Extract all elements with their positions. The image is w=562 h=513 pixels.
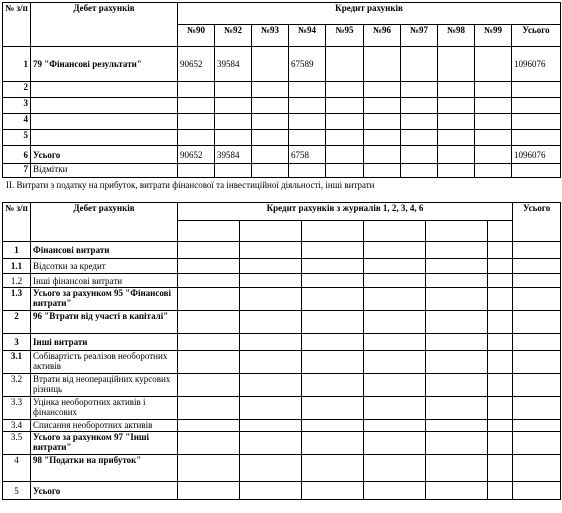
cell: 1096076 <box>512 47 561 82</box>
table-credit-accounts <box>2 2 561 178</box>
table-row <box>3 274 561 288</box>
row-name: Інші фінансові витрати <box>31 274 178 288</box>
row-name: Втрати від неопераційних курсових різниць <box>31 374 178 397</box>
cell <box>401 146 438 164</box>
col-header: Усього <box>512 25 561 47</box>
row-number: 1 <box>3 47 31 82</box>
table-row <box>3 455 561 482</box>
cell <box>475 146 512 164</box>
col-header: №99 <box>475 25 512 47</box>
table-row <box>3 432 561 455</box>
header-number: № з/п <box>3 203 31 242</box>
row-number: 3.4 <box>3 420 31 432</box>
cell: 90652 <box>178 146 215 164</box>
cell: 1096076 <box>512 146 561 164</box>
table-row <box>3 351 561 374</box>
cell: 39584 <box>215 146 252 164</box>
row-number: 3 <box>3 98 31 114</box>
row-name: Уцінка необоротних активів і фінансових <box>31 397 178 420</box>
section-caption: ІІ. Витрати з податку на прибуток, витрати фінансової та інвестиційної діяльності, інші витрати <box>6 180 375 190</box>
row-name <box>31 98 178 114</box>
row-name: Відсотки за кредит <box>31 259 178 274</box>
row-number: 1.1 <box>3 259 31 274</box>
row-number: 3.1 <box>3 351 31 374</box>
table-row <box>3 397 561 420</box>
cell <box>438 47 475 82</box>
cell <box>252 146 289 164</box>
cell <box>401 47 438 82</box>
row-name: Списання необоротних активів <box>31 420 178 432</box>
cell: 39584 <box>215 47 252 82</box>
col-header: №98 <box>438 25 475 47</box>
header-debit: Дебет рахунків <box>31 203 178 242</box>
table-row <box>3 130 561 146</box>
col-header: №92 <box>215 25 252 47</box>
col-header: №93 <box>252 25 289 47</box>
row-name: Усього за рахунком 95 "Фінансові витрати" <box>31 288 178 311</box>
table-row <box>3 334 561 351</box>
row-name: 98 "Податки на прибуток" <box>31 455 178 482</box>
row-number: 3.3 <box>3 397 31 420</box>
row-number: 2 <box>3 311 31 334</box>
row-number: 3.5 <box>3 432 31 455</box>
table-row <box>3 146 561 164</box>
row-number: 7 <box>3 164 31 178</box>
row-number: 3 <box>3 334 31 351</box>
row-number: 5 <box>3 482 31 500</box>
table-row <box>3 82 561 98</box>
table-row <box>3 98 561 114</box>
row-number: 4 <box>3 455 31 482</box>
row-name: Відмітки <box>31 164 178 178</box>
cell <box>326 47 364 82</box>
row-name: Усього <box>31 482 178 500</box>
row-name: Фінансові витрати <box>31 242 178 259</box>
table-row <box>3 374 561 397</box>
cell <box>252 47 289 82</box>
header-debit: Дебет рахунків <box>31 3 178 47</box>
cell <box>364 146 401 164</box>
row-number: 1.3 <box>3 288 31 311</box>
cell: 6758 <box>289 146 326 164</box>
row-number: 4 <box>3 114 31 130</box>
table-row <box>3 482 561 500</box>
cell <box>475 47 512 82</box>
col-header: №90 <box>178 25 215 47</box>
col-header: №97 <box>401 25 438 47</box>
table-row <box>3 311 561 334</box>
header-credit: Кредит рахунків <box>178 3 561 25</box>
table-row <box>3 288 561 311</box>
row-name: 79 "Фінансові результати" <box>31 47 178 82</box>
row-number: 5 <box>3 130 31 146</box>
cell <box>326 146 364 164</box>
row-number: 2 <box>3 82 31 98</box>
row-name: Усього за рахунком 97 "Інші витрати" <box>31 432 178 455</box>
table-row <box>3 164 561 178</box>
row-number: 1 <box>3 242 31 259</box>
row-name <box>31 130 178 146</box>
header-credit: Кредит рахунків з журналів 1, 2, 3, 4, 6 <box>178 203 513 221</box>
cell <box>438 146 475 164</box>
row-name: Собівартість реалізов необоротних активів <box>31 351 178 374</box>
table-row <box>3 242 561 259</box>
table-row <box>3 47 561 82</box>
row-number: 6 <box>3 146 31 164</box>
table-row <box>3 259 561 274</box>
col-header: №96 <box>364 25 401 47</box>
table-row <box>3 114 561 130</box>
cell: 67589 <box>289 47 326 82</box>
col-header: №94 <box>289 25 326 47</box>
row-number: 1.2 <box>3 274 31 288</box>
row-name <box>31 82 178 98</box>
row-name <box>31 114 178 130</box>
col-header: №95 <box>326 25 364 47</box>
row-name: Інші витрати <box>31 334 178 351</box>
table-row <box>3 420 561 432</box>
row-name: 96 "Втрати від участі в капіталі" <box>31 311 178 334</box>
cell: 90652 <box>178 47 215 82</box>
cell <box>364 47 401 82</box>
row-number: 3.2 <box>3 374 31 397</box>
table-expenses <box>2 202 561 500</box>
row-name: Усього <box>31 146 178 164</box>
header-number: № з/п <box>3 3 31 47</box>
header-total: Усього <box>513 203 561 242</box>
